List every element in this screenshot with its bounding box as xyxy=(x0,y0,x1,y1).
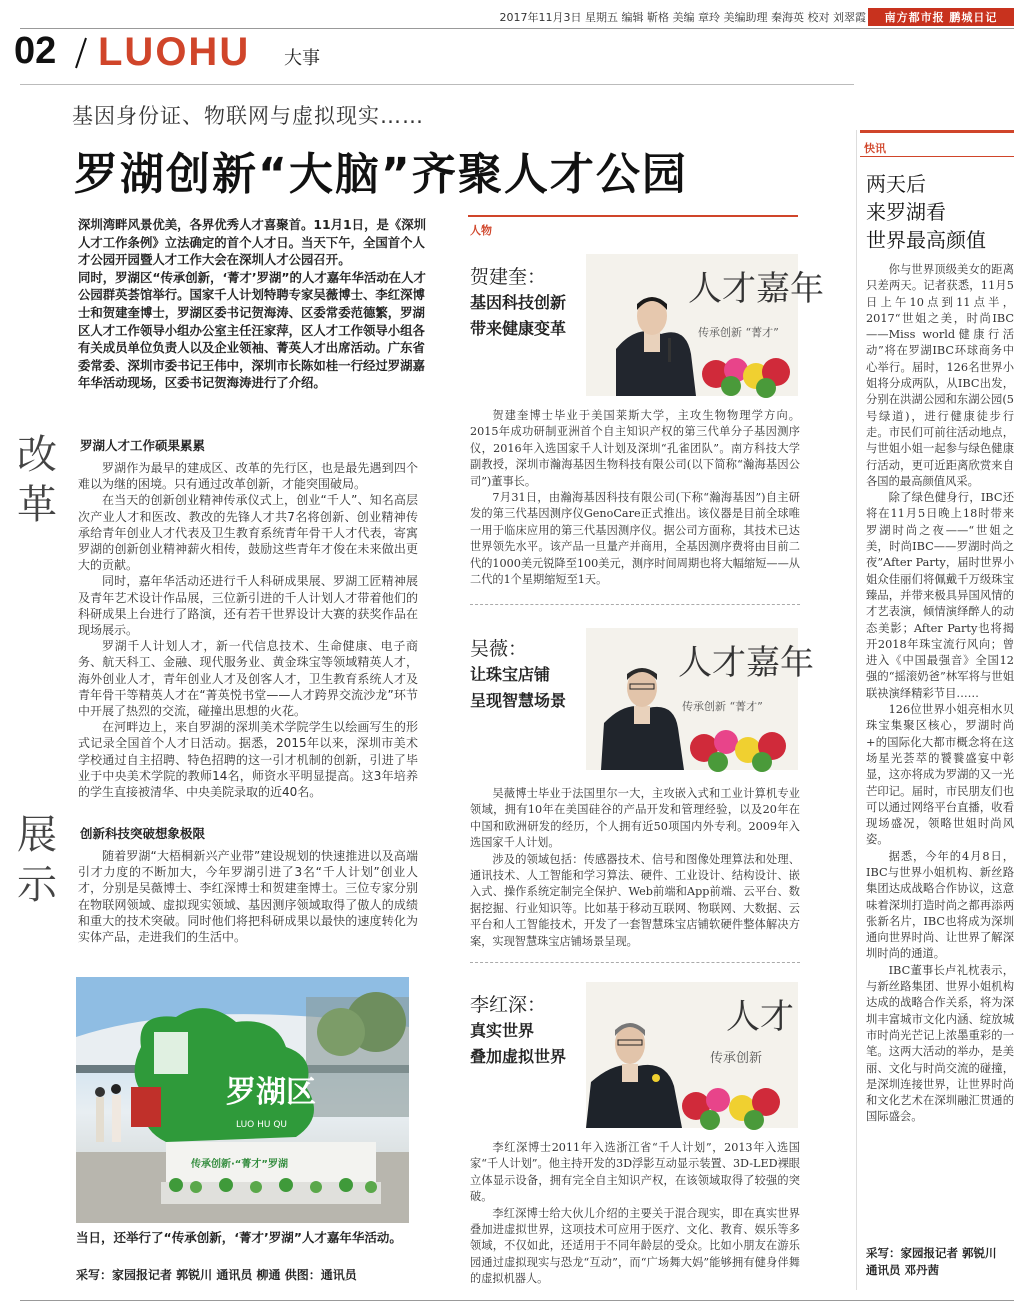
svg-text:传承创新: 传承创新 xyxy=(710,1051,763,1066)
section2-heading: 创新科技突破想象极限 xyxy=(80,826,206,841)
person1-paragraph: 7月31日，由瀚海基因科技有限公司(下称“瀚海基因”)自主研发的第三代基因测序仪GenoCare正式推出。该仪器是目前全球唯一用于临床应用的第三代基因测序仪。据公司方面称，其技术已达世界领先水平。该产品一旦量产并商用，全基因测序费将由目前二代的1000美元锐降至100美元，测序时间周期也将大幅缩短——从二代的1个星期缩短至1天。 xyxy=(470,491,800,587)
brief-paragraph: 据悉，今年的4月8日，IBC与世界小姐机构、新丝路集团达成战略合作协议，这意味着深圳打造时尚之都再添两张新名片，IBC也将成为深圳通向世界时尚、让世界了解深圳时尚的通道。 xyxy=(866,849,1014,961)
person3-paragraph: 李红深博士2011年入选浙江省“千人计划”，2013年入选国家“千人计划”。他主持开发的3D浮影互动显示装置、3D-LED裸眼立体显示设备，拥有完全自主知识产权，在该领域取得了较强的突破。 xyxy=(470,1141,800,1204)
svg-text:人才: 人才 xyxy=(726,997,794,1037)
brief-title-line: 来罗湖看 xyxy=(866,200,946,224)
person3-photo-drawing xyxy=(586,982,798,1128)
footer-rule xyxy=(20,1300,1014,1301)
person1-photo xyxy=(586,254,824,396)
article-credit: 采写：家园报记者 郭锐川 通讯员 柳通 供图：通讯员 xyxy=(76,1268,357,1282)
person2-name: 吴薇： xyxy=(470,638,528,660)
people-divider xyxy=(470,604,800,605)
person3-title-line: 叠加虚拟世界 xyxy=(470,1047,567,1066)
section-tag: 大事 xyxy=(284,48,320,69)
person3-body xyxy=(470,1140,800,1288)
section1-paragraph: 在当天的创新创业精神传承仪式上，创业“千人”、知名高层次产业人才和医改、教改的先锋人才共7名将创新、创业精神传承给青年创业人才代表及卫生教育系统青年骨干人才代表，寄寓罗湖的创新创业精神薪火相传，鼓励这些青年才俊在未来做出更大的贡献。 xyxy=(78,493,418,573)
person2-title xyxy=(470,662,566,714)
person3-title xyxy=(470,1018,566,1070)
header-rule xyxy=(20,28,1014,29)
person3-name: 李红深： xyxy=(470,994,547,1016)
event-photo-drawing xyxy=(76,977,409,1223)
header-info: 2017年11月3日 星期五 编辑 靳格 美编 章玲 美编助理 秦海英 校对 刘翠霞 xyxy=(499,11,866,24)
brief-title xyxy=(866,170,986,254)
intro-paragraph: 深圳湾畔风景优美，各界优秀人才喜聚首。11月1日，是《深圳人才工作条例》立法确定的首个人才日。当天下午，全国首个人才公园开园暨人才工作大会在深圳人才公园召开。 xyxy=(78,217,427,268)
backdrop-sub: 传承创新 “菁才” xyxy=(682,700,763,713)
article-headline: 罗湖创新“大脑”齐聚人才公园 xyxy=(74,149,688,200)
section-title: LUOHU xyxy=(98,30,251,74)
person3-photo xyxy=(586,982,798,1128)
person2-paragraph: 吴薇博士毕业于法国里尔一大，主攻嵌入式和工业计算机专业领域，拥有10年在美国硅谷的产品开发和管理经验，以及20年在中国和欧洲研发的经历，个人拥有近50项国内外专利。2009年入选国家千人计划。 xyxy=(470,787,800,850)
person1-body xyxy=(470,408,800,588)
brief-title-line: 世界最高颜值 xyxy=(866,228,986,252)
backdrop-text: 人才嘉年 xyxy=(688,269,824,309)
person3-title-line: 真实世界 xyxy=(470,1021,535,1040)
side-word-reform: 改革 xyxy=(17,432,57,528)
column-separator xyxy=(856,130,857,1290)
section1-heading: 罗湖人才工作硕果累累 xyxy=(80,438,206,453)
brief-credit xyxy=(866,1245,997,1279)
sign-text: 罗湖区 xyxy=(226,1075,316,1110)
people-divider xyxy=(470,962,800,963)
brief-paragraph: 除了绿色健身行，IBC还将在11月5日晚上18时带来罗湖时尚之夜——“世姐之美，时尚IBC——罗湖时尚之夜”After Party，届时世界小姐众佳丽们将佩戴千万级珠宝臻品，并带来极具异国风情的才艺表演，倾情演绎醉人的动态美影；After Party也将揭开2018年珠宝流行风向；曾进入《中国最强音》全国12强的“摇滚奶爸”林军将与世姐联袂演绎精彩节目…… xyxy=(866,491,1014,700)
newspaper-logo: 南方都市报 鹏城日记 xyxy=(868,8,1014,26)
brief-body xyxy=(866,262,1014,1126)
headline-rule xyxy=(20,84,854,85)
brief-title-line: 两天后 xyxy=(866,172,926,196)
section2-body xyxy=(78,848,418,945)
brief-tag: 快讯 xyxy=(864,142,886,155)
person1-photo-drawing xyxy=(586,254,824,396)
slash-divider xyxy=(74,36,88,70)
person3-paragraph: 李红深博士给大伙儿介绍的主要关于混合现实，即在真实世界叠加进虚拟世界，这项技术可应用于医疗、文化、教育、娱乐等多领域，不仅如此，还适用于不同年龄层的受众。比如小朋友在游乐园通过虚拟现实与恐龙“互动”，而“广场舞大妈”能够拥有健身伴舞的虚拟机器人。 xyxy=(470,1206,800,1286)
person1-paragraph: 贺建奎博士毕业于美国莱斯大学，主攻生物物理学方向。2015年成功研制亚洲首个自主知识产权的第三代单分子基因测序仪，2016年入选国家千人计划及深圳“孔雀团队”。南方科技大学副教授，深圳市瀚海基因生物科技有限公司(以下简称“瀚海基因公司”)董事长。 xyxy=(470,409,800,488)
brief-paragraph: IBC董事长卢礼枕表示，与新丝路集团、世界小姐机构达成的战略合作关系，将为深圳丰富城市文化内涵、绽放城市时尚光芒记上浓墨重彩的一笔。这两大活动的举办，是美丽、文化与时尚交流的碰撞，是深圳连接世界，让世界时尚和文化艺术在深圳融汇贯通的国际盛会。 xyxy=(866,963,1014,1124)
event-photo xyxy=(76,977,409,1223)
photo-caption: 当日，还举行了“传承创新，‘菁才’罗湖”人才嘉年华活动。 xyxy=(76,1230,402,1245)
section2-paragraph: 随着罗湖“大梧桐新兴产业带”建设规划的快速推进以及高端引才力度的不断加大，今年罗湖引进了3名“千人计划”创业人才，分别是吴薇博士、李红深博士和贺建奎博士。三位专家分别在物联网领域、虚拟现实领域、基因测序领域取得了傲人的成绩和重大的技术突破。同时他们将把科研成果以最快的速度转化为实体产品，走进我们的生活中。 xyxy=(78,849,418,945)
intro-paragraph: 同时，罗湖区“传承创新，‘菁才’罗湖”的人才嘉年华活动在人才公园群英荟馆举行。国家千人计划特聘专家吴薇博士、李红深博士和贺建奎博士，罗湖区委书记贺海涛、区委常委范德繁，罗湖区人才工作领导小组办公室主任汪家萍，区人才工作领导小组各有关成员单位负责人以及企业领袖、菁英人才出席活动。广东省委常委、深圳市委书记王伟中，深圳市长陈如桂一行经过罗湖嘉年华活动现场，区委书记贺海涛进行了介绍。 xyxy=(78,269,426,391)
backdrop-text: 人才嘉年 xyxy=(678,643,814,683)
person2-body xyxy=(470,786,800,950)
person1-name: 贺建奎： xyxy=(470,266,547,288)
person2-paragraph: 涉及的领域包括：传感器技术、信号和图像处理算法和处理、通讯技术、人工智能和学习算法、硬件、工业设计、结构设计、嵌入式、操作系统定制完全保护、Web前端和App前端、云平台、数据挖掘、行业知识等。比如基于移动互联网、物联网、大数据、云平台和人工智能技术，开发了一套智慧珠宝店铺软硬件整体解决方案，实现智慧珠宝店铺场景呈现。 xyxy=(470,852,800,948)
sign-pinyin: LUO HU QU xyxy=(236,1120,287,1130)
side-word-showcase: 展示 xyxy=(17,812,57,908)
section1-paragraph: 罗湖千人计划人才，新一代信息技术、生命健康、电子商务、航天科工、金融、现代服务业、黄金珠宝等领域精英人才，海外创业人才，青年创业人才及创客人才，卫生教育系统人才及青年骨干等精英人才在“菁英悦书堂——人才跨界交流沙龙”环节中开展了热烈的交流，碰撞出思想的火花。 xyxy=(78,639,418,719)
person1-title-line: 基因科技创新 xyxy=(470,293,567,312)
brief-rule-top xyxy=(860,130,1014,133)
banner-text: 传承创新·“菁才”罗湖 xyxy=(191,1159,288,1170)
brief-paragraph: 126位世界小姐亮相水贝珠宝集聚区核心，罗湖时尚+的国际化大都市概念将在这场星光荟萃的饕餮盛宴中彰显，这亦将成为罗湖的又一光芒印记。届时，市民朋友们也可以通过网络平台直播，收看现场盛况，领略世姐时尚风姿。 xyxy=(866,703,1014,847)
person1-title-line: 带来健康变革 xyxy=(470,319,567,338)
brief-rule xyxy=(860,156,1014,157)
people-tag: 人物 xyxy=(470,224,492,237)
article-subtitle: 基因身份证、物联网与虚拟现实…… xyxy=(72,104,424,128)
person2-photo xyxy=(586,628,814,770)
backdrop-sub: 传承创新 “菁才” xyxy=(698,326,779,339)
section1-paragraph: 同时，嘉年华活动还进行千人科研成果展、罗湖工匠精神展及青年艺术设计作品展，三位新引进的千人计划人才带着他们的科研成果上台进行了路演，还有若干世界设计大赛的获奖作品在现场展示。 xyxy=(78,574,418,638)
brief-credit-line: 采写：家园报记者 郭锐川 xyxy=(866,1246,997,1260)
article-intro xyxy=(78,216,430,392)
brief-paragraph: 你与世界顶级美女的距离只差两天。记者获悉，11月5日上午10点到11点半，2017“世姐之美，时尚IBC——Miss world健康行活动”将在罗湖IBC环球商务中心举行。届时，126名世界小姐将分成两队，从IBC出发，分别在洪湖公园和东湖公园(5号绿道)，进行健康徒步行走。市民们可前往活动地点，与世姐小姐一起参与绿色健康行活动，更可近距离欣赏来自各国的最高颜值风采。 xyxy=(866,263,1014,488)
person1-title xyxy=(470,290,566,342)
section1-paragraph: 在河畔边上，来自罗湖的深圳美术学院学生以绘画写生的形式记录全国首个人才日活动。据悉，2015年以来，深圳市美术学校通过自主招聘、特色招聘的这一引才机制的创新，引进了毕业于中央美术学院的教师14名，师资水平明显提高。这3年培养的学生直接被清华、中央美院录取的近40名。 xyxy=(78,720,418,800)
person2-title-line: 让珠宝店铺 xyxy=(470,665,551,684)
section1-paragraph: 罗湖作为最早的建成区、改革的先行区，也是最先遇到四个难以为继的困境。只有通过改革创新，才能突围破局。 xyxy=(78,461,418,492)
people-rule xyxy=(468,215,798,217)
section1-body xyxy=(78,460,418,800)
person2-title-line: 呈现智慧场景 xyxy=(470,691,567,710)
page-number: 02 xyxy=(14,30,57,72)
person2-photo-drawing xyxy=(586,628,814,770)
brief-credit-line: 通讯员 邓丹茜 xyxy=(866,1263,940,1277)
